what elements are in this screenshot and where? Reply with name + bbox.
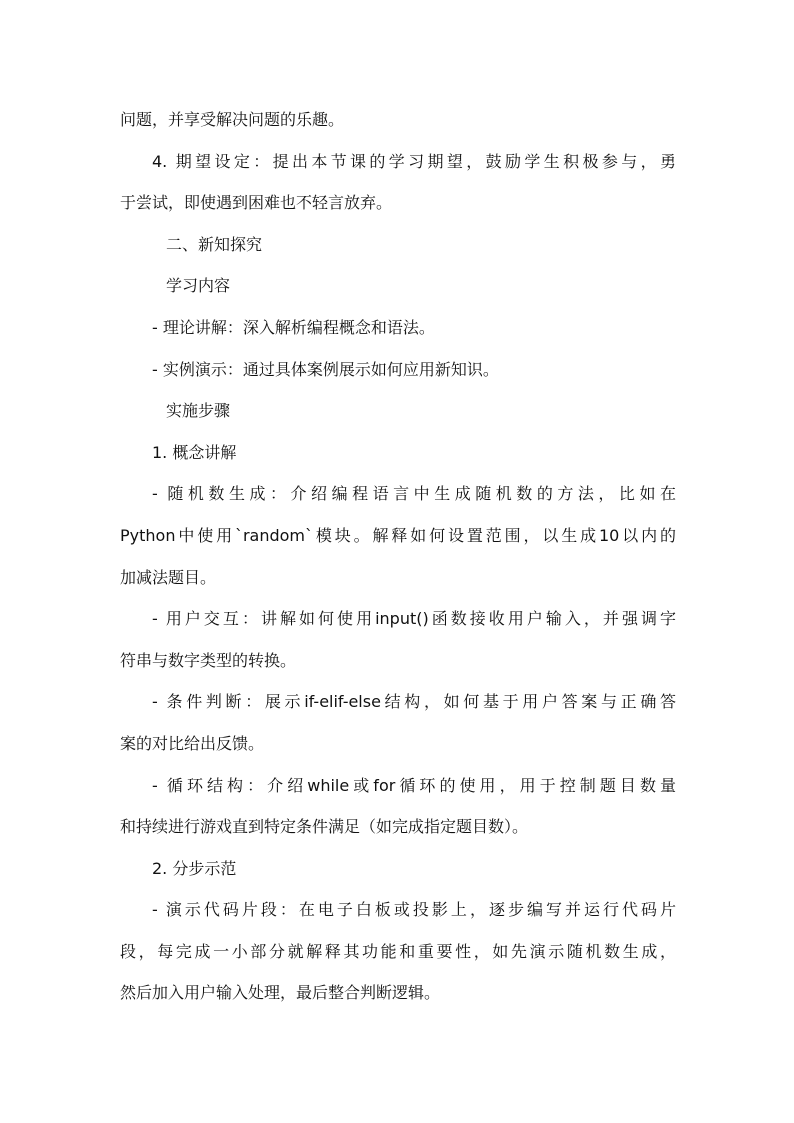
step-heading: 1. 概念讲解 bbox=[152, 442, 237, 462]
paragraph-line: 符串与数字类型的转换。 bbox=[120, 650, 297, 670]
paragraph-line: 加减法题目。 bbox=[120, 567, 217, 587]
list-item: - 条件判断：展示if-elif-else结构，如何基于用户答案与正确答 bbox=[152, 692, 676, 712]
list-item: - 演示代码片段：在电子白板或投影上，逐步编写并运行代码片 bbox=[152, 900, 676, 920]
paragraph-line: 4. 期望设定：提出本节课的学习期望，鼓励学生积极参与，勇 bbox=[152, 151, 676, 171]
list-item: - 循环结构：介绍while或for循环的使用，用于控制题目数量 bbox=[152, 775, 676, 795]
paragraph-line: 问题，并享受解决问题的乐趣。 bbox=[120, 110, 345, 129]
list-item: - 用户交互：讲解如何使用input()函数接收用户输入，并强调字 bbox=[152, 609, 676, 629]
section-heading: 二、新知探究 bbox=[166, 234, 263, 254]
paragraph-line: 案的对比给出反馈。 bbox=[120, 733, 265, 753]
paragraph-line: 段，每完成一小部分就解释其功能和重要性，如先演示随机数生成， bbox=[120, 941, 676, 961]
list-item: - 随机数生成：介绍编程语言中生成随机数的方法，比如在 bbox=[152, 484, 676, 504]
paragraph-line: 和持续进行游戏直到特定条件满足（如完成指定题目数）。 bbox=[120, 817, 529, 837]
document-body bbox=[120, 99, 676, 1014]
paragraph-line: 然后加入用户输入处理，最后整合判断逻辑。 bbox=[120, 983, 441, 1003]
subheading: 实施步骤 bbox=[166, 401, 231, 421]
subheading: 学习内容 bbox=[166, 276, 231, 296]
step-heading: 2. 分步示范 bbox=[152, 858, 237, 878]
paragraph-line: 于尝试，即使遇到困难也不轻言放弃。 bbox=[120, 193, 393, 213]
paragraph-line: Python中使用`random`模块。解释如何设置范围，以生成10以内的 bbox=[120, 525, 676, 545]
list-item: - 理论讲解：深入解析编程概念和语法。 bbox=[152, 317, 435, 337]
list-item: - 实例演示：通过具体案例展示如何应用新知识。 bbox=[152, 359, 499, 379]
